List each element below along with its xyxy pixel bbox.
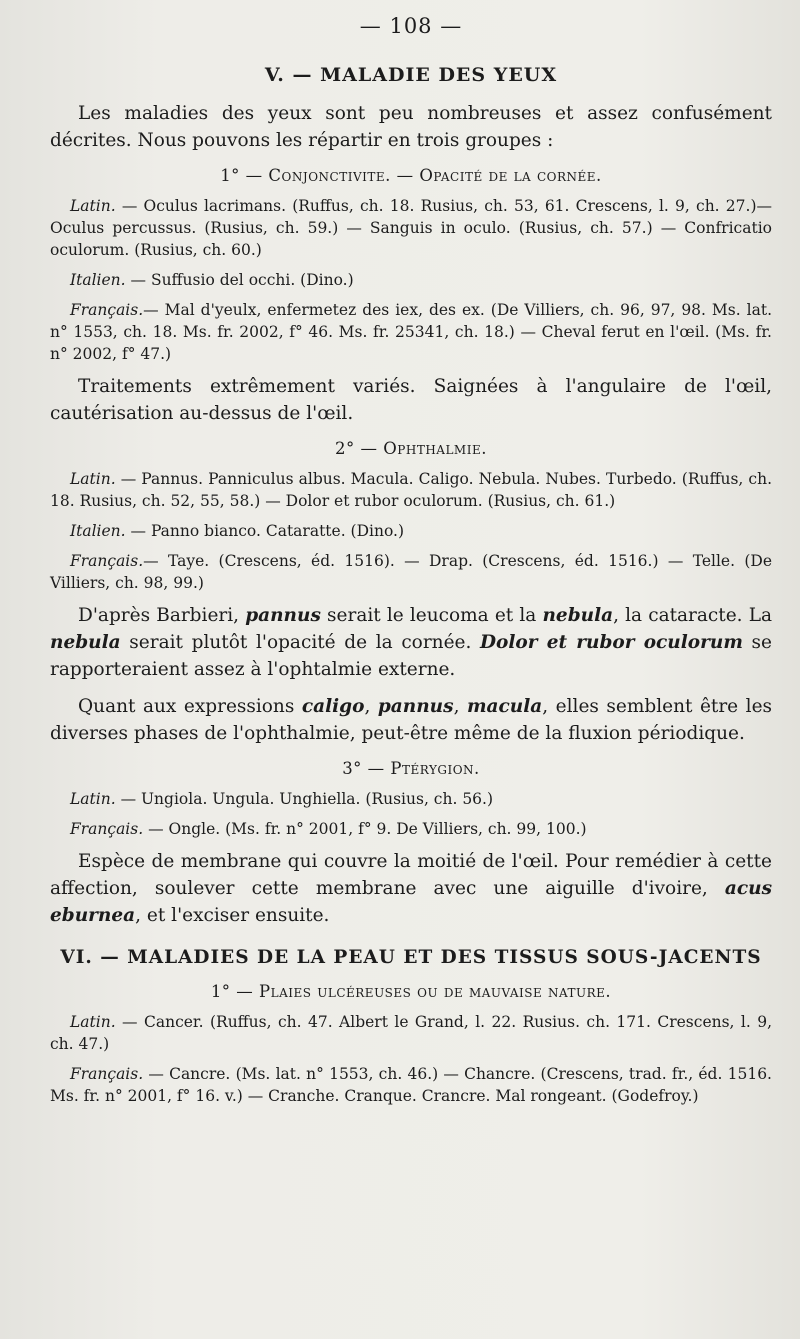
latin-entry (50, 195, 772, 261)
term-nebula: nebula (50, 632, 121, 653)
entry-text: — Oculus lacrimans. (Ruffus, ch. 18. Rusius, ch. 53, 61. Crescens, l. 9, ch. 27.)— Oculus percussus. (Rusius, ch. 59.) — Sanguis in oculo. (Rusius, ch. 57.) — Confricatio oculorum. (Rusius, ch. 60.) (50, 197, 772, 259)
text-run: Espèce de membrane qui couvre la moitié de l'œil. Pour remédier à cette affection, soulever cette membrane avec une aiguille d'ivoire, (50, 851, 772, 899)
text-run: , et l'exciser ensuite. (135, 905, 330, 926)
text-run: , elles semblent être les diverses phases de l'ophthalmie, peut-être même de la fluxion périodique. (50, 696, 773, 744)
francais-entry (50, 1063, 772, 1107)
italien-entry (50, 520, 772, 542)
lang-label-francais: Français. (70, 552, 144, 570)
francais-entry (50, 550, 772, 594)
term-caligo: caligo (301, 696, 365, 717)
text-run: serait plutôt l'opacité de la cornée. (120, 632, 481, 653)
lang-label-latin: Latin. (70, 1013, 116, 1031)
text-run: Quant aux expressions (78, 696, 302, 717)
lang-label-latin: Latin. (70, 470, 116, 488)
section-title-v: V. — MALADIE DES YEUX (264, 64, 558, 86)
entry-text: — Cancer. (Ruffus, ch. 47. Albert le Grand, l. 22. Rusius. ch. 171. Crescens, l. 9, ch. 47.) (50, 1013, 772, 1053)
term-macula: macula (466, 696, 543, 717)
subsection-title-ophthalmie: 2° — Ophthalmie. (335, 439, 487, 458)
latin-entry (50, 468, 772, 512)
page-number: — 108 — (359, 14, 463, 38)
entry-text: — Taye. (Crescens, éd. 1516). — Drap. (Crescens, éd. 1516.) — Telle. (De Villiers, ch. 98, 99.) (50, 552, 772, 592)
lang-label-italien: Italien. (70, 271, 126, 289)
subsection-title-plaies: 1° — Plaies ulcéreuses ou de mauvaise nature. (210, 982, 612, 1001)
italien-entry (50, 269, 772, 291)
barbieri-paragraph (50, 602, 772, 683)
term-acus-eburnea: acus eburnea (50, 878, 772, 926)
subsection-title-pterygion: 3° — Ptérygion. (342, 759, 480, 778)
latin-entry (50, 1011, 772, 1055)
intro-paragraph: Les maladies des yeux sont peu nombreuses et assez confusément décrites. Nous pouvons les répartir en trois groupes : (50, 103, 772, 151)
entry-text: — Suffusio del occhi. (Dino.) (125, 271, 354, 289)
text-run: D'après Barbieri, (78, 605, 246, 626)
francais-entry (50, 299, 772, 365)
lang-label-francais: Français. (70, 820, 144, 838)
francais-entry (50, 818, 772, 840)
lang-label-francais: Français. (70, 1065, 144, 1083)
term-nebula: nebula (542, 605, 614, 626)
lang-label-francais: Français. (70, 301, 144, 319)
entry-text: — Cancre. (Ms. lat. n° 1553, ch. 46.) — Chancre. (Crescens, trad. fr., éd. 1516. Ms. fr. n° 2001, f° 16. v.) — Cranche. Cranque. Crancre. Mal rongeant. (Godefroy.) (50, 1065, 772, 1105)
text-run: serait le leucoma et la (320, 605, 543, 626)
term-pannus: pannus (245, 605, 321, 626)
entry-text: — Mal d'yeulx, enfermetez des iex, des ex. (De Villiers, ch. 96, 97, 98. Ms. lat. n° 1553, ch. 18. Ms. fr. 2002, f° 46. Ms. fr. 25341, ch. 18.) — Cheval ferut en l'œil. (Ms. fr. n° 2002, f° 47.) (50, 301, 772, 363)
text-run: , la cataracte. La (613, 605, 773, 626)
term-pannus: pannus (377, 696, 454, 717)
treatment-paragraph: Traitements extrêmement variés. Saignées à l'angulaire de l'œil, cautérisation au-dessus de l'œil. (50, 376, 772, 424)
entry-text: — Ungiola. Ungula. Unghiella. (Rusius, ch. 56.) (115, 790, 494, 808)
text-run: , (453, 696, 467, 717)
lang-label-italien: Italien. (70, 522, 126, 540)
membrane-paragraph (50, 848, 772, 929)
lang-label-latin: Latin. (70, 197, 116, 215)
entry-text: — Ongle. (Ms. fr. n° 2001, f° 9. De Villiers, ch. 99, 100.) (143, 820, 587, 838)
entry-text: — Pannus. Panniculus albus. Macula. Caligo. Nebula. Nubes. Turbedo. (Ruffus, ch. 18. Rusius, ch. 52, 55, 58.) — Dolor et rubor oculorum. (Rusius, ch. 61.) (50, 470, 772, 510)
lang-label-latin: Latin. (70, 790, 116, 808)
text-run: se rapporteraient assez à l'ophtalmie externe. (50, 632, 772, 680)
text-run: , (364, 696, 378, 717)
section-title-vi: VI. — MALADIES DE LA PEAU ET DES TISSUS SOUS-JACENTS (60, 947, 762, 968)
subsection-title-conjonctivite: 1° — Conjonctivite. — Opacité de la cornée. (220, 166, 602, 185)
entry-text: — Panno bianco. Cataratte. (Dino.) (125, 522, 404, 540)
expressions-paragraph (50, 693, 772, 747)
latin-entry (50, 788, 772, 810)
term-dolor-rubor: Dolor et rubor oculorum (480, 632, 743, 653)
